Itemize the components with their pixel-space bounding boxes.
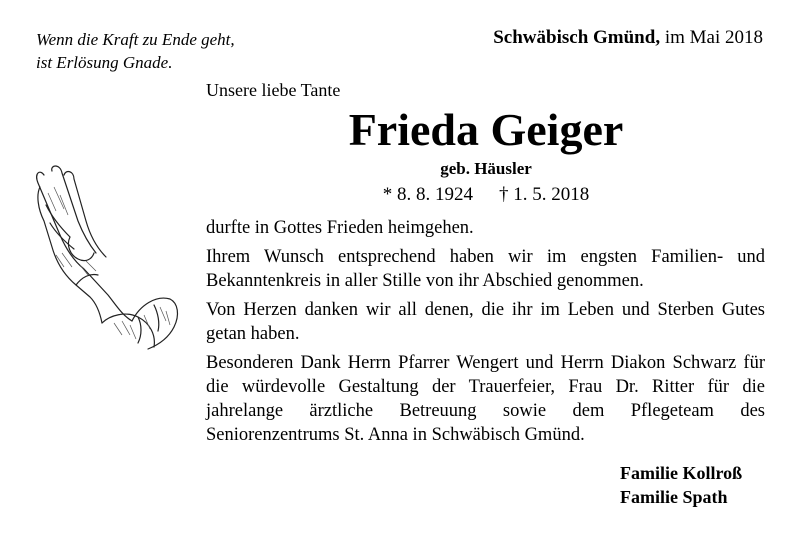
life-dates — [206, 183, 766, 207]
paragraph-wunsch: Ihrem Wunsch entsprechend haben wir im engsten Familien- und Bekanntenkreis in aller Stille von ihr Abschied genommen. — [206, 247, 765, 291]
signature-spath: Familie Spath — [620, 487, 728, 507]
paragraph-heimgehen: durfte in Gottes Frieden heimgehen. — [206, 218, 474, 238]
paragraph-besonderer-dank: Besonderen Dank Herrn Pfarrer Wengert und Herrn Diakon Schwarz für die würdevolle Gestaltung der Trauerfeier, Frau Dr. Ritter für die jahrelange ärztliche Betreuung sowie dem Pflegeteam des Seniorenzentrums St. Anna in Schwäbisch Gmünd. — [206, 353, 765, 445]
motto-line-1: Wenn die Kraft zu Ende geht, — [36, 30, 235, 49]
notice-body — [206, 216, 765, 452]
maiden-name: geb. Häusler — [440, 159, 532, 178]
intro-line: Unsere liebe Tante — [206, 80, 341, 100]
death-date: † 1. 5. 2018 — [499, 184, 590, 205]
signatures — [620, 461, 742, 509]
motto — [36, 28, 235, 74]
birth-date: * 8. 8. 1924 — [382, 184, 473, 205]
paragraph-dank-allen: Von Herzen danken wir all denen, die ihr im Leben und Sterben Gutes getan haben. — [206, 300, 765, 344]
date: im Mai 2018 — [664, 27, 763, 48]
motto-line-2: ist Erlösung Gnade. — [36, 53, 173, 72]
place: Schwäbisch Gmünd, — [493, 27, 661, 48]
praying-hands-icon — [30, 165, 180, 355]
deceased-name: Frieda Geiger — [348, 104, 624, 155]
place-date — [493, 26, 763, 50]
signature-kollross: Familie Kollroß — [620, 463, 743, 483]
